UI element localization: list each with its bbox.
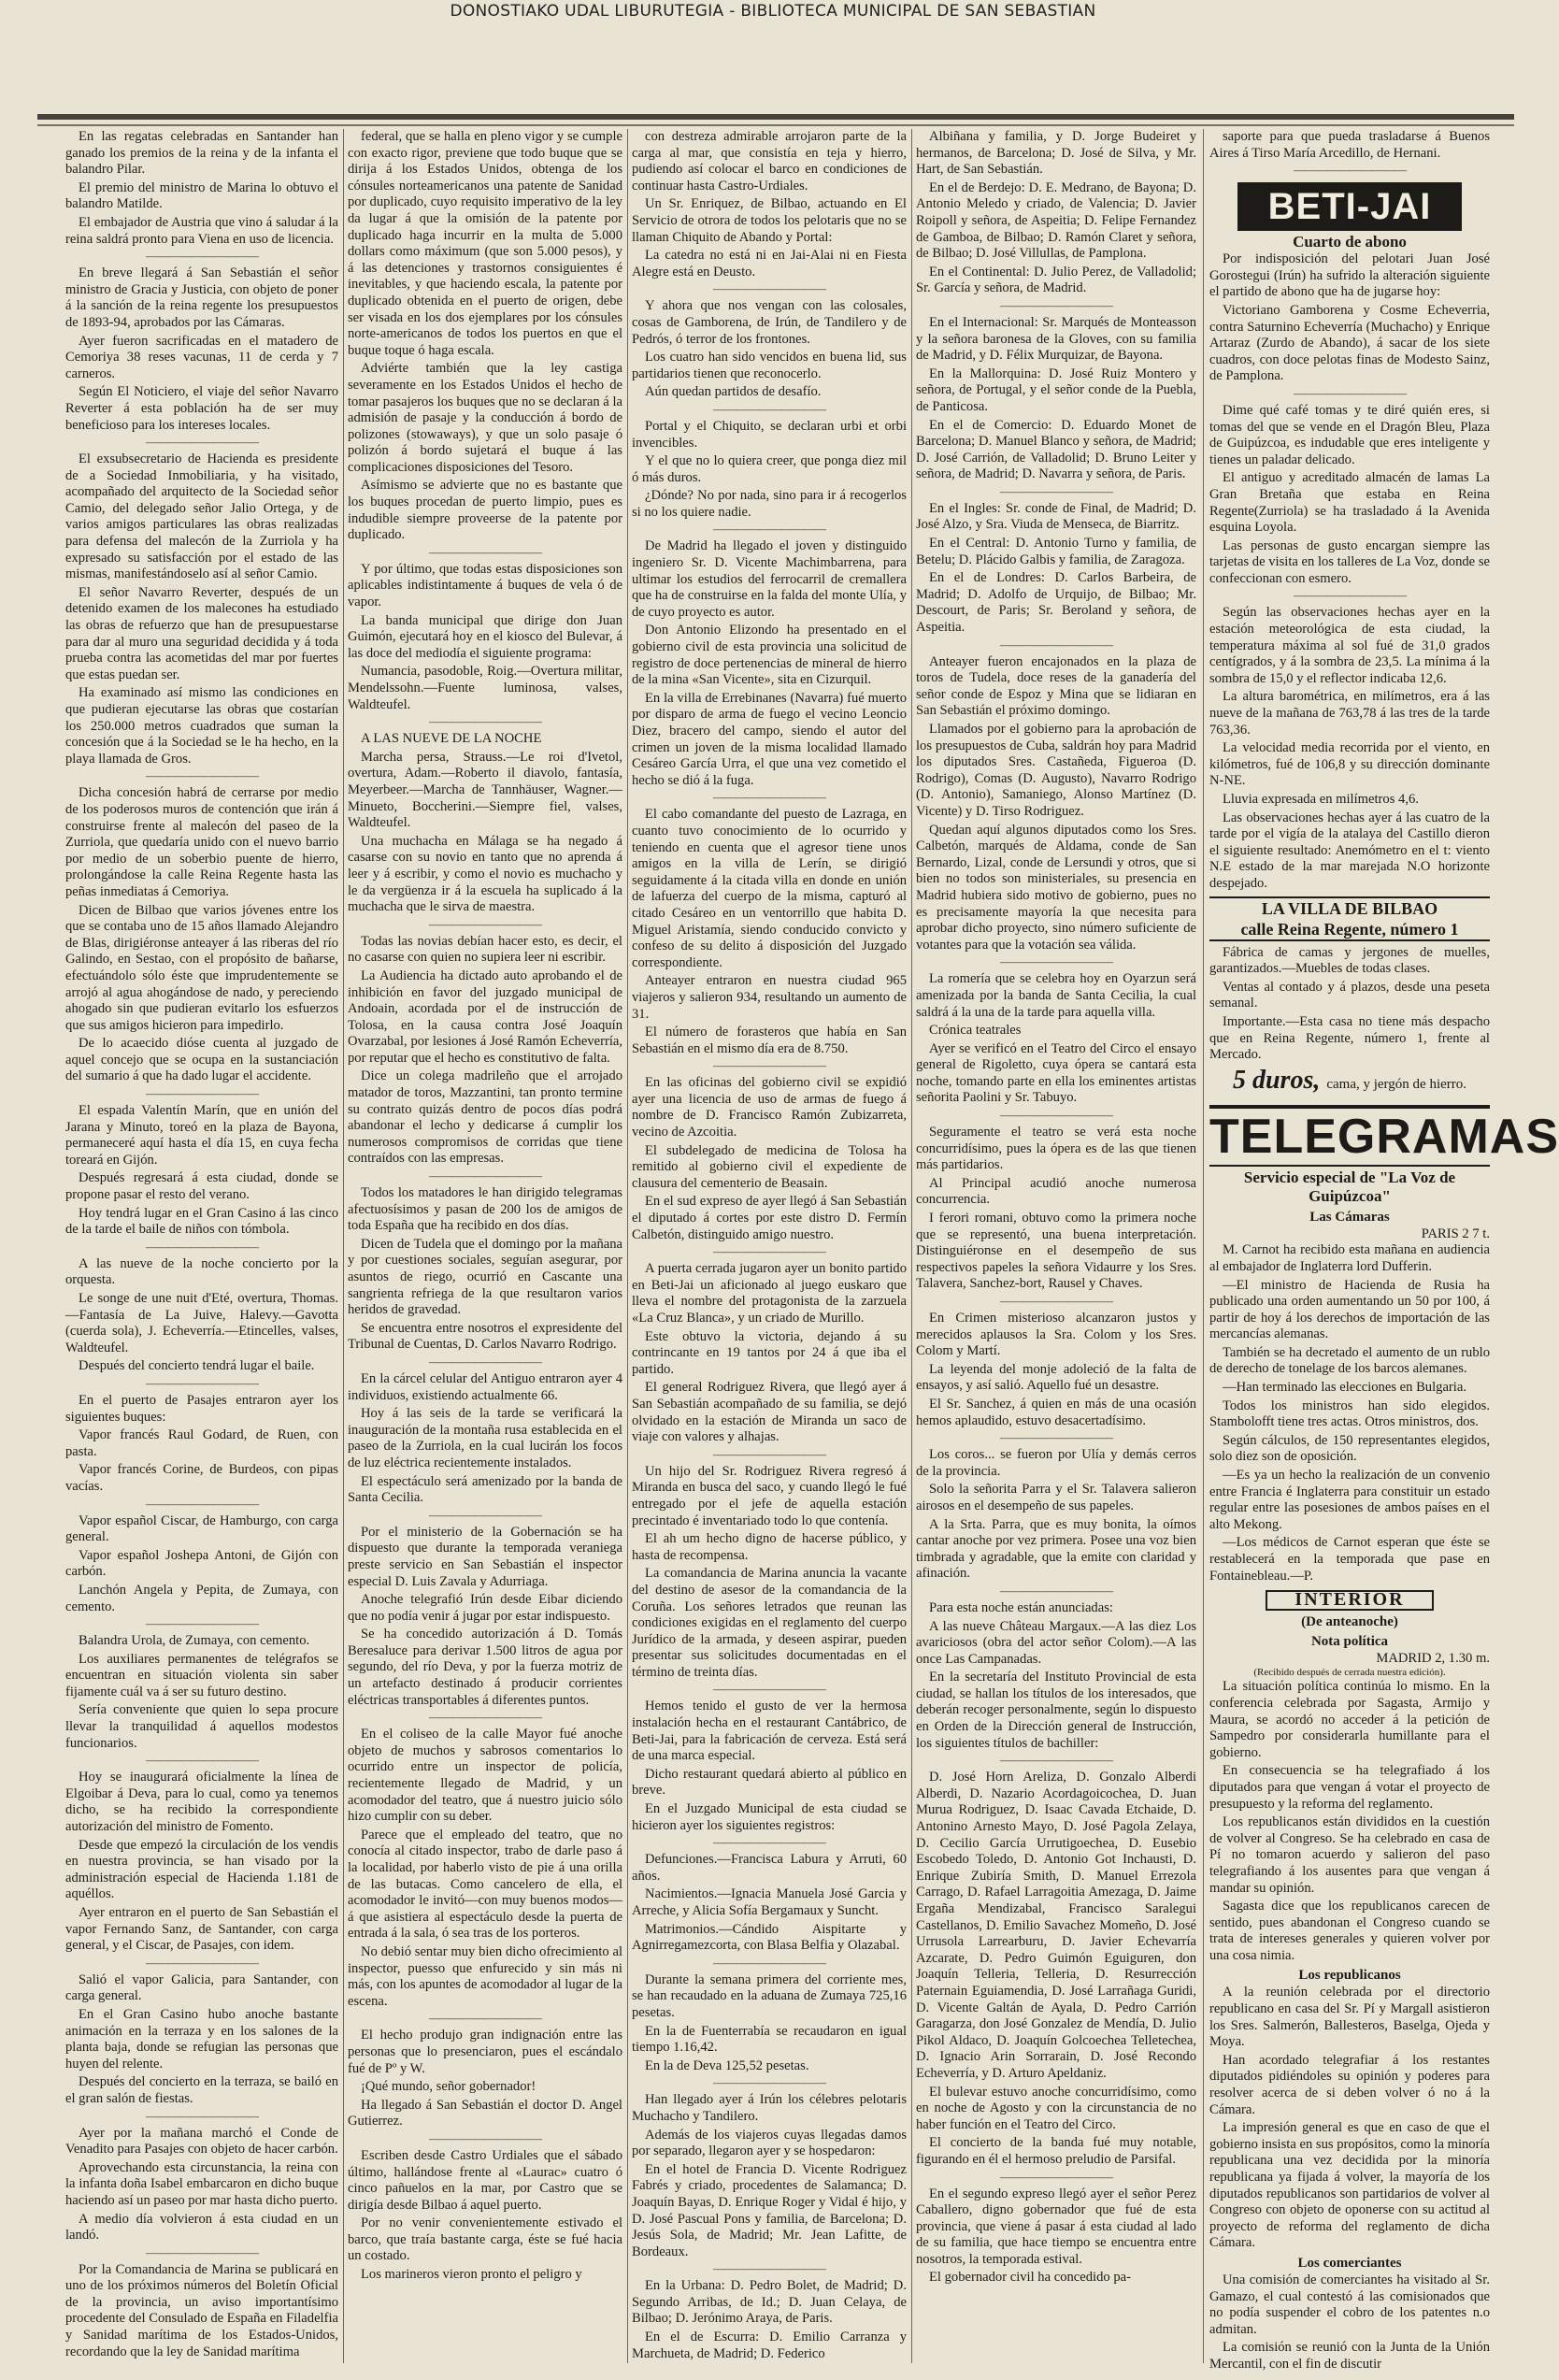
news-paragraph: El ah um hecho digno de hacerse público, y hasta de recompensa. [632,1531,907,1563]
news-paragraph: En el de Berdejo: D. E. Medrano, de Bayona; D. Antonio Meledo y criado, de Valencia; D. Javier Roipoll y señora, de Aspeitia; D. Felipe Fernandez de Gamboa, de Bilbao; D. Ramón Claret y señora, de Bilbao; D. José Villullas, de Pamplona. [916,179,1196,262]
news-paragraph: Han llegado ayer á Irún los célebres pelotaris Muchacho y Tandilero. [632,2092,907,2124]
separator: —————————— [1000,954,1112,969]
news-paragraph: Este obtuvo la victoria, dejando á su contrincante en 19 tantos por 24 á que iba el partido. [632,1328,907,1377]
news-paragraph: A las nueve de la noche concierto por la orquesta. [65,1255,338,1288]
separator: —————————— [713,2075,825,2090]
news-paragraph: A las nueve Château Margaux.—A las diez Los avariciosos (obra del actor señor Colom).—A las once Las Campanadas. [916,1618,1196,1667]
news-paragraph: A la Srta. Parra, que es muy bonita, la oímos cantar anoche por vez primera. Posee una voz bien timbrada y agradable, que la emite con claridad y afinación. [916,1516,1196,1582]
separator: —————————— [1294,385,1406,400]
separator: —————————— [146,1616,258,1631]
news-paragraph: Fábrica de camas y jergones de muelles, garantizados.—Muebles de todas clases. [1209,944,1490,977]
masthead-band [37,77,1514,129]
news-paragraph: Un hijo del Sr. Rodriguez Rivera regresó á Miranda en busca del saco, y cuando llegó le fué entregado por el jefe de aquella estación precintado é inventariado todo lo que contenía. [632,1463,907,1528]
news-paragraph: Adviérte también que la ley castiga severamente en los Estados Unidos el hecho de tomar pasajeros los buques que no se declaran á la admisión de pasaje y la conducción á bordo de polizones (stowaways), y que un solo pasaje ó polizón á bordo sujetará el buque á las complicaciones disposiciones del Tesoro. [348,361,622,475]
news-paragraph: La altura barométrica, en milímetros, era á las nueve de la mañana de 763,78 á las tres de la tarde 763,36. [1209,689,1490,738]
nota-politica-heading: Nota política [1310,1633,1389,1649]
news-paragraph: El gobernador civil ha concedido pa- [929,2270,1131,2286]
news-paragraph: Portal y el Chiquito, se declaran urbi et orbi invencibles. [632,418,907,451]
column-5 [1209,129,1559,2373]
news-paragraph: Ha examinado así mismo las condiciones en que pudieran ejecutarse las obras que costarían los 250.000 metros cuadrados que suman la concesión que á la Sociedad se le ha hecho, en la playa llamada de Gros. [65,685,338,767]
separator: —————————— [713,790,825,805]
news-paragraph: Aún quedan partidos de desafío. [645,384,822,400]
interior-subheading: (De anteanoche) [1301,1613,1398,1629]
news-paragraph: En el sud expreso de ayer llegó á San Sebastián el diputado á cortes por este distro D. Fermín Calbetón, distinguido amigo nuestro. [632,1194,907,1242]
separator: —————————— [429,2011,541,2026]
news-paragraph: Los marineros vieron pronto el peligro y [361,2267,582,2283]
news-paragraph: Numancia, pasodoble, Roig.—Overtura militar, Mendelssohn.—Fuente luminosa, valses, Waldteufel. [348,664,622,712]
news-paragraph: En el puerto de Pasajes entraron ayer los siguientes buques: [65,1392,338,1425]
news-paragraph: El exsubsecretario de Hacienda es presidente de a Sociedad Inmobiliaria, y ha visitado, acompañado del arquitecto de la Sociedad señor Camio, del delegado señor Jalio Ortega, y de varios amigos particulares las obras realizadas para defensa del malecón de la Zurriola y ha expresado su satisfacción por el estado de las mismas, manifestándoselo así al señor Camio. [65,452,338,582]
separator: —————————— [1000,2169,1112,2184]
news-paragraph: Las personas de gusto encargan siempre las tarjetas de visita en los talleres de La Voz, donde se confeccionan con esmero. [1209,538,1490,586]
news-paragraph: Ventas al contado y á plazos, desde una peseta semanal. [1209,979,1490,1011]
nota-dateline: MADRID 2, 1.30 m. [1376,1650,1490,1666]
news-paragraph: En las oficinas del gobierno civil se expidió ayer una licencia de uso de armas de fuego á nombre de D. Francisco Ramón Zubizarreta, vecino de Azcoitia. [632,1075,907,1140]
news-paragraph: En Crimen misterioso alcanzaron justos y merecidos aplausos la Sra. Colom y los Sres. Colom y Martí. [916,1311,1196,1359]
news-paragraph: Anteayer fueron encajonados en la plaza de toros de Tudela, doce reses de la ganadería del señor conde de Espoz y Mina que se lidiaran en San Sebastián el próximo domingo. [916,653,1196,719]
news-paragraph: Los republicanos están divididos en la cuestión de volver al Congreso. Se ha celebrado en casa de Pí no tomaron acuerdo y salieron del paso telegrafiando á los ausentes para que vengan á mandar su opinión. [1209,1814,1490,1896]
news-paragraph: Dice un colega madrileño que el arrojado matador de toros, Mazzantini, tan pronto termine su contrato quizás dentro de pocos días podrá abandonar el lecho y dedicarse á cumplir los numerosos compromisos de corridas que tiene contraídos con las empresas. [348,1068,622,1167]
news-paragraph: Según cálculos, de 150 representantes elegidos, solo diez son de oposición. [1209,1432,1490,1465]
duros-price: 5 duros, [1232,1065,1321,1095]
news-paragraph: Después del concierto en la terraza, se bailó en el gran salón de fiestas. [65,2074,338,2106]
news-paragraph: —Es ya un hecho la realización de un convenio entre Francia é Inglaterra para constituir un estado regular entre las posesiones de ambos países en el alto Mekong. [1209,1468,1490,1532]
beti-jai-subheading: Cuarto de abono [1293,233,1407,251]
source-header: DONOSTIAKO UDAL LIBURUTEGIA - BIBLIOTECA MUNICIPAL DE SAN SEBASTIAN [450,2,1096,21]
separator: —————————— [713,1955,825,1970]
news-paragraph: En la cárcel celular del Antiguo entraron ayer 4 individuos, existiendo actualmente 66. [348,1370,622,1403]
news-paragraph: Ha llegado á San Sebastián el doctor D. Angel Gutierrez. [348,2097,622,2129]
news-paragraph: Llamados por el gobierno para la aprobación de los presupuestos de Cuba, saldrán hoy para Madrid los diputados Sres. Castañeda, Figueroa (D. Rodrigo), Comas (D. Augusto), Navarro Rodrigo (D. Antonio), Samaniego, Alonso Martínez (D. Vicente) y D. Tirso Rodriguez. [916,722,1196,819]
beti-jai-body [1209,251,1490,385]
news-paragraph: federal, que se halla en pleno vigor y se cumple con exacto rigor, previene que todo buque que se dirija á los Estados Unidos, obtenga de los cónsules norteamericanos una patente de Sanidad por duplicado, cuyo requisito imperativo de la ley da lugar á que la omisión de la patente por duplicado haga incurrir en la multa de 5.000 dollars como máximum (que son 5.000 pesos), y á las detenciones y trastornos consiguientes é inevitables, y que haciendo escala, la patente por duplicado obtenida en el puerto de origen, debe ser visada en los dos ejemplares por los cónsules norte-americanos de todos los puertos en que el buque toque ó haga escala. [348,129,622,358]
separator: —————————— [1000,1108,1112,1123]
news-paragraph: En la de Fuenterrabía se recaudaron en igual tiempo 1.16,42. [632,2023,907,2056]
separator: —————————— [146,2108,258,2123]
news-paragraph: Todos los ministros han sido elegidos. Stambolofft tiene tres actas. Otros ministros, dos. [1209,1398,1490,1430]
separator: —————————— [429,544,541,559]
news-paragraph: Dicen de Tudela que el domingo por la mañana y por cuestiones sociales, seguían asegurar, por asuntos de riego, ocurrió en Cascante una sangrienta refriega de la que resultaron varios heridos de gravedad. [348,1236,622,1318]
news-paragraph: El bulevar estuvo anoche concurridísimo, como en noche de Agosto y con la circunstancia de no haber función en el Teatro del Circo. [916,2084,1196,2132]
news-paragraph: Aprovechando esta circunstancia, la reina con la infanta doña Isabel embarcaron en dicho buque haciendo así un paseo por mar hasta dicho puerto. [65,2159,338,2208]
news-paragraph: En la Mallorquina: D. José Ruiz Montero y señora, de Portugal, y el señor conde de la Puebla, de Panticosa. [916,366,1196,414]
news-paragraph: Han acordado telegrafiar á los restantes diputados pidiéndoles su opinión y poderes para resolver acerca de si deben volver ó no á la Cámara. [1209,2052,1490,2117]
news-paragraph: con destreza admirable arrojaron parte de la carga al mar, que consistía en teja y hierro, pudiendo así colocar el barco en condiciones de continuar hasta Castro-Urdiales. [632,129,907,194]
news-paragraph: Albiñana y familia, y D. Jorge Budeiret y hermanos, de Barcelona; D. José de Silva, y Mr. Hart, de San Sebastián. [916,129,1196,178]
news-paragraph: Seguramente el teatro se verá esta noche concurridísimo, pues la ópera es de las que tienen más partidarios. [916,1125,1196,1173]
news-paragraph: En la secretaría del Instituto Provincial de esta ciudad, se hallan los títulos de los interesados, que deberán recoger personalmente, según lo dispuesto en Orden de la Dirección general de Instrucción, los siguientes títulos de bachiller: [916,1670,1196,1751]
news-paragraph: Al Principal acudió anoche numerosa concurrencia. [916,1175,1196,1208]
news-paragraph: Por no venir convenientemente estivado el barco, que traía bastante carga, éste se fué hacia un costado. [348,2215,622,2264]
news-paragraph: Ayer se verificó en el Teatro del Circo el ensayo general de Rigoletto, cuya ópera se cantará esta noche, tomando parte en ella los eminentes artistas señorita Paolini y Sr. Tabuyo. [916,1040,1196,1106]
separator: —————————— [146,249,258,264]
news-paragraph: De Madrid ha llegado el joven y distinguido ingeniero Sr. D. Vicente Machimbarrena, para ultimar los estudios del ferrocarril de cremallera que ha de construirse en la falda del monte Ulía, y de cuyo proyecto es autor. [632,538,907,620]
separator: —————————— [713,1058,825,1073]
separator: —————————— [146,1239,258,1254]
news-paragraph: Se ha concedido autorización á D. Tomás Beresaluce para derivar 1.500 litros de agua por segundo, del río Deva, y por la fuerza motriz de un artefacto destinado á producir corrientes eléctricas transportables á diferentes puntos. [348,1627,622,1708]
news-paragraph: ¡Qué mundo, señor gobernador! [361,2079,536,2095]
telegramas-body [1209,1242,1490,1584]
news-paragraph: Solo la señorita Parra y el Sr. Talavera salieron airosos en el desempeño de sus papeles. [916,1482,1196,1513]
news-paragraph: El Sr. Sanchez, á quien en más de una ocasión hemos aplaudido, estuvo desacertadísimo. [916,1396,1196,1428]
column-divider [627,129,628,2363]
separator: —————————— [713,2261,825,2276]
news-paragraph: La banda municipal que dirige don Juan Guimón, ejecutará hoy en el kiosco del Bulevar, á las doce del mediodía el siguiente programa: [348,612,622,661]
news-paragraph: Don Antonio Elizondo ha presentado en el gobierno civil de esta provincia una solicitud de registro de doce pertenencias de mineral de hierro de la mina «San Vicente», sita en Cizurquil. [632,623,907,688]
news-paragraph: Importante.—Esta casa no tiene más despacho que en Reina Regente, número 1, frente al Mercado. [1209,1013,1490,1063]
news-paragraph: La catedra no está ni en Jai-Alai ni en Fiesta Alegre está en Deusto. [632,248,907,280]
news-paragraph: —Han terminado las elecciones en Bulgaria. [1223,1380,1466,1396]
news-paragraph: En el de Comercio: D. Eduardo Monet de Barcelona; D. Manuel Blanco y señora, de Madrid; D. José Carrión, de Valladolid; D. Bruno Leiter y señora, de Madrid; D. Navarra y señora, de Paris. [916,417,1196,482]
news-paragraph: El embajador de Austria que vino á saludar á la reina saldrá pronto para Viena en uso de licencia. [65,214,338,247]
telegramas-subheading: Servicio especial de "La Voz de Guipúzcoa" [1243,1168,1456,1205]
column-divider [1203,129,1204,2363]
separator: —————————— [1000,637,1112,652]
separator: —————————— [429,1507,541,1522]
separator: —————————— [713,1835,825,1850]
news-paragraph: No debió sentar muy bien dicho ofrecimiento al inspector, puesso que enfurecido y sin más ni más, con los apuntes de acomodador al lugar de la escena. [348,1943,622,2009]
news-paragraph: Un Sr. Enriquez, de Bilbao, actuando en El Servicio de otrora de todos los pelotaris que no se llaman Chiquito de Abando y Portal: [632,196,907,245]
separator: —————————— [713,522,825,537]
news-paragraph: La impresión general es que en caso de que el gobierno insista en sus propósitos, como la minoría republicana una vez decidida por la minoría republicana ya fijada á volver, la mayoría de los diputados republicanos son partidarios de volver al Congreso con objeto de oponerse con su actitud al proyecto de reforma del reglamento de dicha Cámara. [1209,2120,1490,2251]
separator: —————————— [429,714,541,729]
news-paragraph: En el de Escurra: D. Emilio Carranza y Marchueta, de Madrid; D. Federico [632,2330,907,2361]
nota-body [1209,1679,1490,1964]
news-paragraph: Además de los viajeros cuyas llegadas damos por separado, llegaron ayer y se hospedaron: [632,2127,907,2159]
villa-bilbao-heading [1209,896,1490,941]
news-paragraph: En el Continental: D. Julio Perez, de Valladolid; Sr. García y señora, de Madrid. [916,264,1196,296]
news-paragraph: Dicha concesión habrá de cerrarse por medio de los poderosos muros de contención que irán á construirse frente al malecón del paseo de la Zurriola, que quedaría unido con el nuevo barrio por medio de un soberbio puente de hierro, prolongándose la calle Reina Regente hasta las peñas inmediatas á Cemoriya. [65,785,338,899]
news-paragraph: En el hotel de Francia D. Vicente Rodriguez Fabrés y criado, procedentes de Salamanca; D. Joaquín Bayas, D. Enrique Roger y Vidal é hijo, y D. José Pascual Pons y familia, de Barcelona; D. Jesús Sola, de Madrid; Mr. Jean Lafitte, de Bordeaux. [632,2161,907,2259]
news-paragraph: Lanchón Angela y Pepita, de Zumaya, con cemento. [65,1582,338,1614]
news-paragraph: Sería conveniente que quien lo sepa procure llevar la tranquilidad á aquellos modestos funcionarios. [65,1702,338,1751]
separator: —————————— [146,1375,258,1390]
news-paragraph: Le songe de une nuit d'Eté, overtura, Thomas.—Fantasía de La Juive, Halevy.—Gavotta (cuerda sola), J. Echeverría.—Etincelles, valses, Waldteufel. [65,1291,338,1355]
news-paragraph: El antiguo y acreditado almacén de lamas La Gran Bretaña que estaba en Reina Regente(Zurriola) se ha trasladado á la Avenida esquina Loyola. [1209,470,1490,536]
news-paragraph: En la Urbana: D. Pedro Bolet, de Madrid; D. Segundo Arribas, de Id.; D. Juan Celaya, de Bilbao; D. Jerónimo Araya, de Paris. [632,2278,907,2327]
news-paragraph: Por indisposición del pelotari Juan José Gorostegui (Irún) ha sufrido la alteración siguiente el partido de abono que ha de jugarse hoy: [1209,251,1490,300]
news-paragraph: Después regresará á esta ciudad, donde se propone pasar el resto del verano. [65,1170,338,1203]
news-paragraph: En el Internacional: Sr. Marqués de Monteasson y la señora baronesa de la Gloves, con su familia de Madrid, y D. Félix Murquizar, de Bayona. [916,314,1196,364]
news-paragraph: —Los médicos de Carnot esperan que éste se restablecerá en la temporada que pase en Fontainebleau.—P. [1209,1535,1490,1584]
separator: —————————— [713,281,825,296]
separator: —————————— [429,1710,541,1725]
news-paragraph: Escriben desde Castro Urdiales que el sábado último, hallándose frente al «Laurac» cuatro ó cinco pañuelos en la mar, por Castro que se dirigía desde Bilbao á aquel puerto. [348,2147,622,2213]
news-paragraph: Y ahora que nos vengan con las colosales, cosas de Gamborena, de Irún, de Tandilero y de Pedrós, ó terror de los frontones. [632,298,907,347]
news-paragraph: Lluvia expresada en milímetros 4,6. [1223,792,1419,807]
news-paragraph: Quedan aquí algunos diputados como los Sres. Calbetón, marqués de Aldama, conde de San Bernardo, Lizal, conde de Lersundi y otros, que si bien no todos son ministeriales, su presencia en Madrid hubiera sido motivo de gobierno, pues no es precisamente mayoría la que necesita para aprobar dicho proyecto, sino número suficiente de votantes para que la votación sea válida. [916,822,1196,953]
news-paragraph: El premio del ministro de Marina lo obtuvo el balandro Matilde. [65,179,338,212]
camaras-dateline: PARIS 2 7 t. [1421,1226,1490,1241]
news-paragraph: En la villa de Errebinanes (Navarra) fué muerto por disparo de arma de fuego el vecino Leoncio Diez, bracero del campo, siendo el autor del crimen un joven de la misma localidad llamado Cesáreo García Urra, el que una vez cometido el hecho se dió á la fuga. [632,690,907,788]
separator: —————————— [429,916,541,931]
separator: —————————— [713,1446,825,1461]
news-paragraph: En las regatas celebradas en Santander han ganado los premios de la reina y de la infanta el balandro Pilar. [65,129,338,178]
news-paragraph: Marcha persa, Strauss.—Le roi d'Ivetol, overtura, Adam.—Roberto il diavolo, fantasía, Meyerbeer.—Marcha de Tannhäuser, Wagner.—Minueto, Boccherini.—Siempre fiel, valses, Waldteufel. [348,749,622,831]
news-paragraph: Ayer entraron en el puerto de San Sebastián el vapor Fernando Sanz, de Santander, con carga general, y el Ciscar, de Pasajes, con idem. [65,1905,338,1954]
news-paragraph: Según El Noticiero, el viaje del señor Navarro Reverter á esta población ha de ser muy beneficioso para los intereses locales. [65,384,338,433]
news-paragraph: Salió el vapor Galicia, para Santander, con carga general. [65,1971,338,2004]
news-paragraph: En el segundo expreso llegó ayer el señor Perez Caballero, digno gobernador que fué de esta provincia, que viene á pasar á esta ciudad al lado de su familia, que hace tiempo se encuentra entre nosotros, la temporada estival. [916,2186,1196,2267]
separator: —————————— [146,2244,258,2259]
news-paragraph: Crónica teatrales [929,1023,1022,1039]
news-paragraph: Los coros... se fueron por Ulía y demás cerros de la provincia. [916,1447,1196,1479]
separator: —————————— [1000,483,1112,498]
news-paragraph: El espada Valentín Marín, que en unión del Jarana y Minuto, toreó en la plaza de Bayona, permaneceré aquí hasta el día 15, en cuya fecha toreará en Gijón. [65,1103,338,1168]
news-paragraph: A puerta cerrada jugaron ayer un bonito partido en Beti-Jai un aficionado al juego euskaro que lleva el nombre del protagonista de la zarzuela «La Cruz Blanca», y un criado de Murillo. [632,1261,907,1326]
news-paragraph: Dicho restaurant quedará abierto al público en breve. [632,1766,907,1799]
news-paragraph: La leyenda del monje adoleció de la falta de ensayos, y así salió. Aquello fué un desastre. [916,1361,1196,1394]
camaras-heading: Las Cámaras [1309,1209,1390,1225]
news-paragraph: Hoy á las seis de la tarde se verificará la inauguración de la montaña rusa establecida en el paseo de la Zurriola, en la cual lucirán los focos de luz eléctrica recientemente instalados. [348,1406,622,1470]
news-paragraph: Y por último, que todas estas disposiciones son aplicables indistintamente á buques de vela ó de vapor. [348,561,622,610]
column-4 [916,129,1196,2373]
separator: —————————— [1000,297,1112,312]
news-paragraph: La situación política continúa lo mismo. En la conferencia celebrada por Sagasta, Armijo y Maura, se acordó no acceder á la petición de Sampedro por considerarla humillante para el gobierno. [1209,1679,1490,1760]
news-paragraph: Dicen de Bilbao que varios jóvenes entre los que se contaba uno de 15 años llamado Alejandro de Blas, dirigiéronse anteayer á las riberas del río Galindo, en Sestao, con el propósito de bañarse, efectuándolo sólo éste que imprudentemente se arrojó al agua ahogándose de nado, y pereciendo ahogado sin que pudieran evitarlo los esfuerzos que sus amigos hicieron para impedirlo. [65,902,338,1033]
news-paragraph: Victoriano Gamborena y Cosme Echeverria, contra Saturnino Echeverría (Muchacho) y Enrique Artaraz (Zurdo de Abando), á sacar de los siete cuadros, con doce pelotas finas de Modesto Sainz, de Pamplona. [1209,302,1490,384]
news-paragraph: Vapor francés Raul Godard, de Ruen, con pasta. [65,1427,338,1459]
ads-block [1209,403,1490,588]
separator: —————————— [146,435,258,450]
news-paragraph: Hoy tendrá lugar en el Gran Casino á las cinco de la tarde el baile de niños con tómbola. [65,1205,338,1238]
separator: —————————— [1000,1753,1112,1768]
beti-jai-heading: BETI-JAI [1237,182,1462,231]
separator: —————————— [146,1753,258,1768]
news-paragraph: De lo acaecido dióse cuenta al juzgado de aquel concejo que se ocupa en la sustanciación del sumario á que ha dado lugar el accidente. [65,1036,338,1084]
separator: —————————— [713,1682,825,1697]
news-paragraph: Las observaciones hechas ayer á las cuatro de la tarde por el vigía de la atalaya del Castillo dieron el siguiente resultado: Anemómetro en el t: viento N.E estado de la mar marejada N.O horizonte despejado. [1209,810,1490,891]
news-paragraph: A medio día volvieron á esta ciudad en un landó. [65,2211,338,2244]
news-paragraph: El subdelegado de medicina de Tolosa ha remitido al gobierno civil el expediente de clausura del cementerio de Beasain. [632,1142,907,1191]
news-paragraph: En el Ingles: Sr. conde de Final, de Madrid; D. José Alzo, y Sra. Viuda de Menseca, de Biarritz. [916,500,1196,533]
news-paragraph: Se encuentra entre nosotros el expresidente del Tribunal de Cuentas, D. Carlos Navarro Rodrigo. [348,1320,622,1353]
news-paragraph: Todos los matadores le han dirigido telegramas afectuosísimos y pasan de 200 los de amigos de toda España que ha recibido en dos días. [348,1185,622,1234]
news-paragraph: Sagasta dice que los republicanos carecen de sentido, pues abandonan el Congreso cuando se trata de intereses generales y quieren volver por una cosa nimia. [1209,1899,1490,1963]
masthead-rule-thin [37,124,1514,126]
news-paragraph: Anteayer entraron en nuestra ciudad 965 viajeros y salieron 934, resultando un aumento de 31. [632,973,907,1022]
separator: —————————— [146,1955,258,1970]
news-paragraph: En el coliseo de la calle Mayor fué anoche objeto de muchos y sabrosos comentarios lo ocurrido entre un inspector de policía, recientemente llegado de Madrid, y un acomodador del teatro, que á nuestro juicio sólo hizo cumplir con su deber. [348,1727,622,1825]
news-paragraph: Vapor francés Corine, de Burdeos, con pipas vacías. [65,1462,338,1494]
news-paragraph: El espectáculo será amenizado por la banda de Santa Cecilia. [348,1473,622,1506]
news-paragraph: En el Juzgado Municipal de esta ciudad se hicieron ayer los siguientes registros: [632,1801,907,1833]
news-paragraph: Balandra Urola, de Zumaya, con cemento. [79,1633,310,1649]
news-paragraph: Vapor español Ciscar, de Hamburgo, con carga general. [65,1513,338,1545]
comerciantes-heading: Los comerciantes [1297,2255,1402,2271]
news-paragraph: El cabo comandante del puesto de Lazraga, en cuanto tuvo conocimiento de lo ocurrido y teniendo en cuenta que el agresor tiene unos amigos en la villa de Lerín, se dirigió seguidamente á la citada villa en donde en unión de lafuerza del cuerpo de la misma, capturó al citado Cesáreo en un ventorrillo que habita D. Miguel Aristamía, siendo conducido convicto y confeso de su delito á disposición del Juzgado correspondiente. [632,807,907,970]
separator: —————————— [1294,163,1406,178]
news-paragraph: D. José Horn Areliza, D. Gonzalo Alberdi Alberdi, D. Nazario Acordagoicochea, D. Juan Murua Rodriguez, D. Isaac Cavada Etchaide, D. Antonino Arnesto Mayo, D. José Pagola Zelaya, D. Cecilio García Urrutigoechea, D. Eusebio Escobedo Toledo, D. Antonio Got Inchausti, D. Enrique Zubiría Smith, D. Manuel Errezola Carrago, D. Rafael Larragoitia Amezaga, D. Jaime Ergaña Mendizabal, Francisco Saralegui Castellanos, D. Emilio Savachez Momeño, D. José Urrusola Larrearburu, D. Javier Echevarría Azcarate, D. Pedro Guimón Eguiguren, don Joaquín Telleria, Telleria, D. Resurrección Paternain Eguiamendia, D. José Larrañaga Guridi, D. Vicente Galtán de Ayala, D. Pedro Carrión Garagarza, don José Gonzalez de Mendía, D. Julio Pikol Aldaco, D. Joaquín Golcoechea Telletechea, D. Ignacio Arin Sorrarain, D. José Recondo Echeverría, y D. Arturo Apeldaniz. [916,1770,1196,2081]
separator: —————————— [1000,1430,1112,1445]
news-paragraph: En el de Londres: D. Carlos Barbeira, de Madrid; D. Adolfo de Urquijo, de Bilbao; Mr. Descourt, de Paris; Sr. Beroland y señora, de Aspeitia. [916,570,1196,636]
republicanos-heading: Los republicanos [1298,1968,1401,1984]
news-paragraph: M. Carnot ha recibido esta mañana en audiencia al embajador de Inglaterra lord Dufferin. [1209,1242,1490,1274]
news-paragraph: Los cuatro han sido vencidos en buena lid, sus partidarios tienen que reconocerlo. [632,350,907,381]
news-paragraph: En el Gran Casino hubo anoche bastante animación en la terraza y en los salones de la planta baja, donde se refugian las personas que huyen del relente. [65,2006,338,2072]
news-paragraph: —El ministro de Hacienda de Rusia ha publicado una orden aumentando un 50 por 100, á partir de hoy á los derechos de importación de las mercancías alemanas. [1209,1277,1490,1342]
comerciantes-body [1209,2272,1490,2373]
weather-block [1209,605,1490,892]
separator: —————————— [429,1354,541,1369]
news-paragraph: ¿Dónde? No por nada, sino para ir á recogerlos si no los quiere nadie. [632,488,907,520]
news-paragraph: Una comisión de comerciantes ha visitado al Sr. Gamazo, el cual contestó á las comisionados que no podía suspender el cobro de los patentes n.o admitan. [1209,2272,1490,2337]
news-paragraph: A la reunión celebrada por el directorio republicano en casa del Sr. Pí y Margall asistieron los Sres. Salmerón, Ballesteros, Baselga, Ojeda y Moya. [1209,1985,1490,2050]
separator: —————————— [429,2130,541,2145]
separator: —————————— [429,1168,541,1183]
news-paragraph: Matrimonios.—Cándido Aispitarte y Agnirregamezcorta, con Blasa Belfia y Olazabal. [632,1921,907,1954]
news-paragraph: I ferori romani, obtuvo como la primera noche que se representó, una buena interpretación. Distinguiéronse en el desempeño de sus respectivos papeles la señora Vidaurre y los Sres. Talavera, Sanchez-bort, Rausel y Chaves. [916,1211,1196,1292]
column-divider [343,129,344,2363]
villa-bilbao-body [1209,945,1490,1064]
news-paragraph: Los auxiliares permanentes de telégrafos se encuentran en situación violenta sin saber fijamente cuál va á ser su futuro destino. [65,1651,338,1699]
news-paragraph: Durante la semana primera del corriente mes, se han recaudado en la aduana de Zumaya 725,16 pesetas. [632,1971,907,2020]
news-paragraph: A LAS NUEVE DE LA NOCHE [361,731,542,747]
news-paragraph: Una muchacha en Málaga se ha negado á casarse con su novio en tanto que no aprenda á leer y á escribir, y como el novio es muchacho y le da vergüenza ir á la escuela ha suplicado á la muchacha que le sirva de maestra. [348,833,622,915]
news-paragraph: Asímismo se advierte que no es bastante que los buques procedan de puerto limpio, pues es indudible siempre proveerse de la patente por duplicado. [348,478,622,543]
news-paragraph: El señor Navarro Reverter, después de un detenido examen de los malecones ha estudiado las obras de refuerzo que han de presupuestarse para dar al muro una seguridad decidida y á toda prueba contra las acometidas del mar por fuertes que estas puedan ser. [65,584,338,682]
news-paragraph: Ayer por la mañana marchó el Conde de Venadito para Pasajes con objeto de hacer carbón. [65,2125,338,2158]
republicanos-body [1209,1985,1490,2252]
news-paragraph: Según las observaciones hechas ayer en la estación meteorológica de esta ciudad, la temperatura máxima al sol fué de 31,0 grados centígrados, y á la sombra de 23,5. La mínima á la sombra de 15,0 y el reflector indicaba 12,6. [1209,605,1490,686]
news-paragraph: El concierto de la banda fué muy notable, figurando en él el hermoso preludio de Parsifal. [916,2135,1196,2167]
news-paragraph: Ayer fueron sacrificadas en el matadero de Cemoriya 38 reses vacunas, 11 de cerda y 7 carneros. [65,333,338,381]
news-paragraph: Defunciones.—Francisca Labura y Arruti, 60 años. [632,1852,907,1884]
separator: —————————— [713,1244,825,1259]
nota-note: (Recibido después de cerrada nuestra edición). [1253,1667,1446,1679]
separator: —————————— [146,1086,258,1101]
separator: —————————— [1000,1294,1112,1308]
telegramas-heading: TELEGRAMAS [1209,1105,1490,1167]
separator: —————————— [1000,1583,1112,1598]
news-paragraph: Todas las novias debían hacer esto, es decir, el no casarse con quien no supiera leer ni escribir. [348,933,622,966]
news-paragraph: Hemos tenido el gusto de ver la hermosa instalación hecha en el restaurant Cantábrico, de Beti-Jai, para la fabricación de cerveza. Está será de una marca especial. [632,1699,907,1764]
news-paragraph: El hecho produjo gran indignación entre las personas que lo presenciaron, pues el escándalo fué de Pº y W. [348,2028,622,2076]
duros-detail: cama, y jergón de hierro. [1326,1076,1467,1092]
news-paragraph: El número de forasteros que había en San Sebastián en el mismo día era de 8.750. [632,1025,907,1056]
news-paragraph: saporte para que pueda trasladarse á Buenos Aires á Tirso María Arcedillo, de Hernani. [1209,129,1490,161]
news-paragraph: Y el que no lo quiera creer, que ponga diez mil ó más duros. [632,453,907,485]
column-1 [65,129,338,2373]
news-paragraph: El general Rodriguez Rivera, que llegó ayer á San Sebastián acompañado de su familia, se dejó olvidado en la estación de Miranda un saco de viaje con valores y alhajas. [632,1380,907,1445]
news-paragraph: Parece que el empleado del teatro, que no conocía al citado inspector, trabo de darle paso á la localidad, por haberlo visto de pie á una orilla de las butacas. Como cancelero de ella, el acomodador le invitó—con muy buenos modos—á que asistiera al espectáculo desde la puerta de entrada á la sala, ó sea tras de los porteros. [348,1827,622,1942]
news-paragraph: Después del concierto tendrá lugar el baile. [79,1358,315,1374]
news-paragraph: La romería que se celebra hoy en Oyarzun será amenizada por la banda de Santa Cecilia, la cual saldrá á la una de la tarde para aquella villa. [916,971,1196,1020]
villa-title: LA VILLA DE BILBAO [1261,898,1438,918]
column-3 [632,129,907,2373]
news-paragraph: Dime qué café tomas y te diré quién eres, si tomas del que se vende en el Dragón Bleu, Plaza de Guipúzcoa, es indudable que eres inteligente y tienes un paladar delicado. [1209,402,1490,467]
news-paragraph: En breve llegará á San Sebastián el señor ministro de Gracia y Justicia, con objeto de poner á la sanción de la reina regente los presupuestos de 1893-94, aprobados por las Cámaras. [65,265,338,330]
villa-address: calle Reina Regente, número 1 [1240,919,1459,939]
separator: —————————— [146,1496,258,1511]
news-paragraph: En la de Deva 125,52 pesetas. [645,2057,809,2073]
news-paragraph: La comandancia de Marina anuncia la vacante del destino de asesor de la comandancia de la Coruña. Los señores letrados que reunan las condiciones exigidas en el reglamento del cuerpo Jurídico de la armada, y deseen aspirar, pueden presentar sus solicitudes documentadas en el término de treinta días. [632,1566,907,1680]
news-paragraph: Anoche telegrafió Irún desde Eibar diciendo que no podía venir á jugar por estar indispuesto. [348,1592,622,1624]
separator: —————————— [146,768,258,783]
news-paragraph: La Audiencia ha dictado auto aprobando el de inhibición en favor del juzgado municipal de Andoain, acordada por el de instrucción de Tolosa, en la causa contra José Joaquín Ovarzabal, por lesiones á José Ramón Echeverría, por reputar que el hecho es constitutivo de falta. [348,968,622,1066]
separator: —————————— [1294,588,1406,603]
news-paragraph: Por el ministerio de la Gobernación se ha dispuesto que durante la temporada veraniega preste servicio en San Sebastián el inspector especial D. Luis Zavala y Adurriaga. [348,1524,622,1589]
separator: —————————— [713,401,825,416]
news-paragraph: También se ha decretado el aumento de un rublo de derecho de tonelage de los barcos alemanes. [1209,1344,1490,1377]
column-2 [348,129,622,2373]
news-paragraph: En consecuencia se ha telegrafiado á los diputados para que vengan á votar el proyecto de presupuesto y la reforma del reglamento. [1209,1763,1490,1812]
masthead-rule [37,114,1514,120]
news-paragraph: Hoy se inaugurará oficialmente la línea de Elgoibar á Deva, para lo cual, como ya tenemos dicho, se ha recibido la correspondiente autorización del ministro de Fomento. [65,1770,338,1835]
news-paragraph: Nacimientos.—Ignacia Manuela José Garcia y Arreche, y Alicia Sofía Bergamaux y Suncht. [632,1886,907,1918]
duros-ad [1209,1066,1490,1099]
news-paragraph: Desde que empezó la circulación de los vendis en nuestra provincia, se han visado por la administración especial de Hacienda 1.181 de aquéllos. [65,1837,338,1902]
news-paragraph: Para esta noche están anunciadas: [929,1599,1113,1615]
news-paragraph: La comisión se reunió con la Junta de la Unión Mercantil, con el fin de discutir [1209,2340,1490,2372]
news-paragraph: Vapor español Joshepa Antoni, de Gijón con carbón. [65,1547,338,1580]
interior-heading: INTERIOR [1266,1590,1434,1611]
column-divider [911,129,912,2363]
news-paragraph: Por la Comandancia de Marina se publicará en uno de los próximos números del Boletín Oficial de la provincia, un aviso importantísimo procedente del Consulado de España en Filadelfia y Sanidad marítima de los Estados-Unidos, recordando que la ley de Sanidad marítima [65,2261,338,2359]
news-paragraph: En el Central: D. Antonio Turno y familia, de Betelu; D. Plácido Galbis y familia, de Zaragoza. [916,536,1196,567]
news-paragraph: La velocidad media recorrida por el viento, en kilómetros, fué de 106,8 y su dirección dominante N-NE. [1209,740,1490,789]
